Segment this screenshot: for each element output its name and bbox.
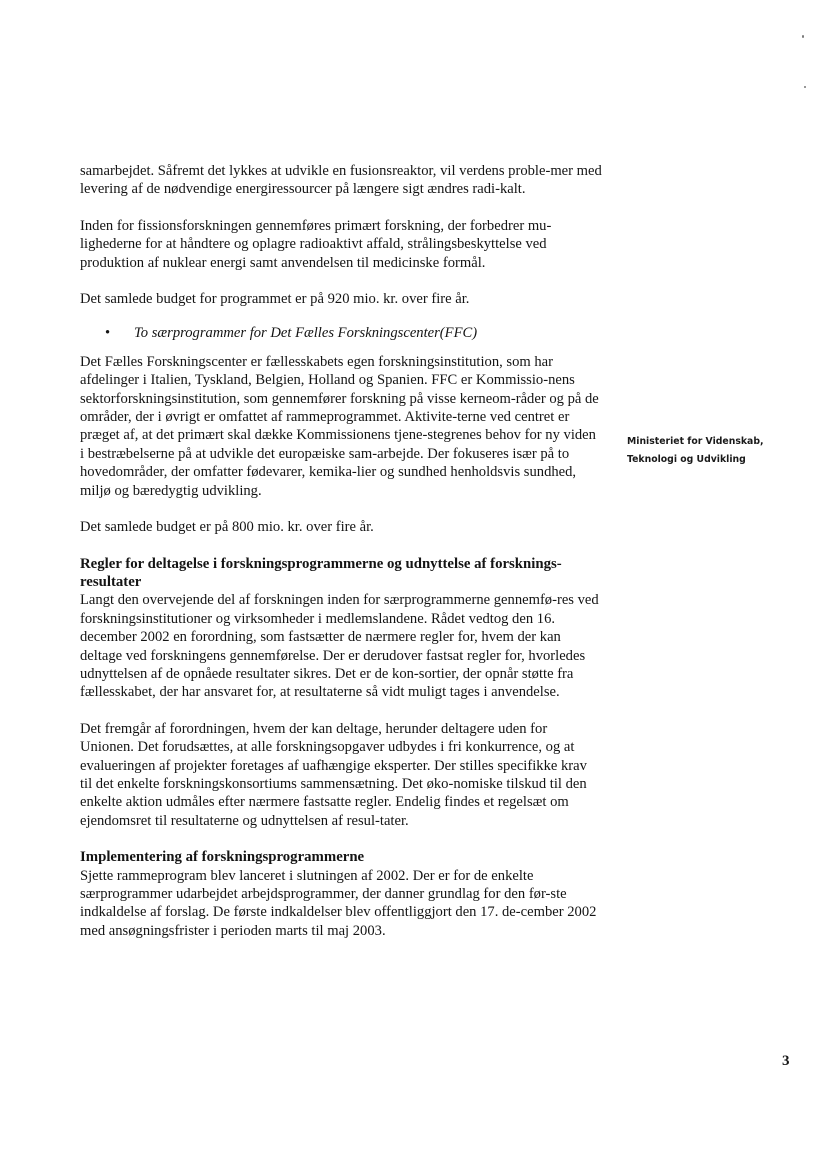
scan-speck — [804, 86, 806, 88]
scan-speck — [802, 35, 804, 38]
paragraph-budget-920: Det samlede budget for programmet er på 920 mio. kr. over fire år. — [80, 291, 470, 308]
bullet-text: To særprogrammer for Det Fælles Forskningscenter(FFC) — [134, 325, 478, 342]
page-number: 3 — [782, 1053, 790, 1069]
heading-implementation: Implementering af forskningsprogrammerne — [80, 849, 365, 866]
main-text-column — [80, 162, 602, 958]
ministry-line-2: Teknologi og Udvikling — [627, 454, 746, 466]
bullet-symbol: • — [105, 325, 111, 342]
paragraph-rules-1: Langt den overvejende del af forskningen inden for særprogrammerne gennemfø-res ved forskningsinstitutioner og virksomheder i medlemslandene. Rådet vedtog den 16. december 2002 en forordning, som fastsætter de nærmere regler for, hvem der kan deltage ved forskningens gennemførelse. Der er derudover fastsat regler for, hvorledes udnyttelsen af de opnåede resultater sikres. Det er de kon-sortier, der opnår støtte fra fællesskabet, der har ansvaret for, at resultaterne så vidt muligt tages i anvendelse. — [80, 592, 599, 701]
paragraph-budget-800: Det samlede budget er på 800 mio. kr. over fire år. — [80, 519, 374, 536]
paragraph-fission: Inden for fissionsforskningen gennemføres primært forskning, der forbedrer mu-lighederne for at håndtere og oplagre radioaktivt affald, strålingsbeskyttelse ved produktion af nuklear energi samt anvendelsen til medicinske formål. — [80, 217, 552, 271]
bullet-ffc — [80, 324, 602, 342]
ministry-sidebar-label — [627, 433, 797, 469]
paragraph-ffc: Det Fælles Forskningscenter er fællesskabets egen forskningsinstitution, som har afdelinger i Italien, Tyskland, Belgien, Holland og Spanien. FFC er Kommissio-nens sektorforskningsinstitution, som gennemfører forskning på visse kerneom-råder og på de områder, der i øvrigt er omfattet af rammeprogrammet. Aktivite-terne ved centret er præget af, at det primært skal dække Kommissionens tjene-stegrenes behov for ny viden i bestræbelserne på at udvikle det europæiske sam-arbejde. Der fokuseres især på to hovedområder, der omfatter fødevarer, kemika-lier og sundhed henholdsvis sundhed, miljø og bæredygtig udvikling. — [80, 353, 599, 499]
paragraph-fusion: samarbejdet. Såfremt det lykkes at udvikle en fusionsreaktor, vil verdens proble-mer med levering af de nødvendige energiressourcer på længere sigt ændres radi-kalt. — [80, 163, 602, 198]
heading-rules: Regler for deltagelse i forskningsprogrammerne og udnyttelse af forsknings-resultater — [80, 555, 562, 590]
ministry-line-1: Ministeriet for Videnskab, — [627, 436, 764, 447]
paragraph-rules-2: Det fremgår af forordningen, hvem der kan deltage, herunder deltagere uden for Unionen. Det forudsættes, at alle forskningsopgaver udbydes i fri konkurrence, og at evalueringen af projekter foretages af uafhængige eksperter. Der stilles specifikke krav til det enkelte forskningskonsortiums sammensætning. Det øko-nomiske tilskud til den enkelte aktion udmåles efter nærmere fastsatte regler. Endelig findes et regelsæt om ejendomsret til resultaterne og udnyttelsen af resul-tater. — [80, 720, 587, 829]
paragraph-implementation: Sjette rammeprogram blev lanceret i slutningen af 2002. Der er for de enkelte særprogrammer udarbejdet arbejdsprogrammer, der danner grundlag for den før-ste indkaldelse af forslag. De første indkaldelser blev offentliggjort den 17. de-cember 2002 med ansøgningsfrister i perioden marts til maj 2003. — [80, 867, 597, 939]
